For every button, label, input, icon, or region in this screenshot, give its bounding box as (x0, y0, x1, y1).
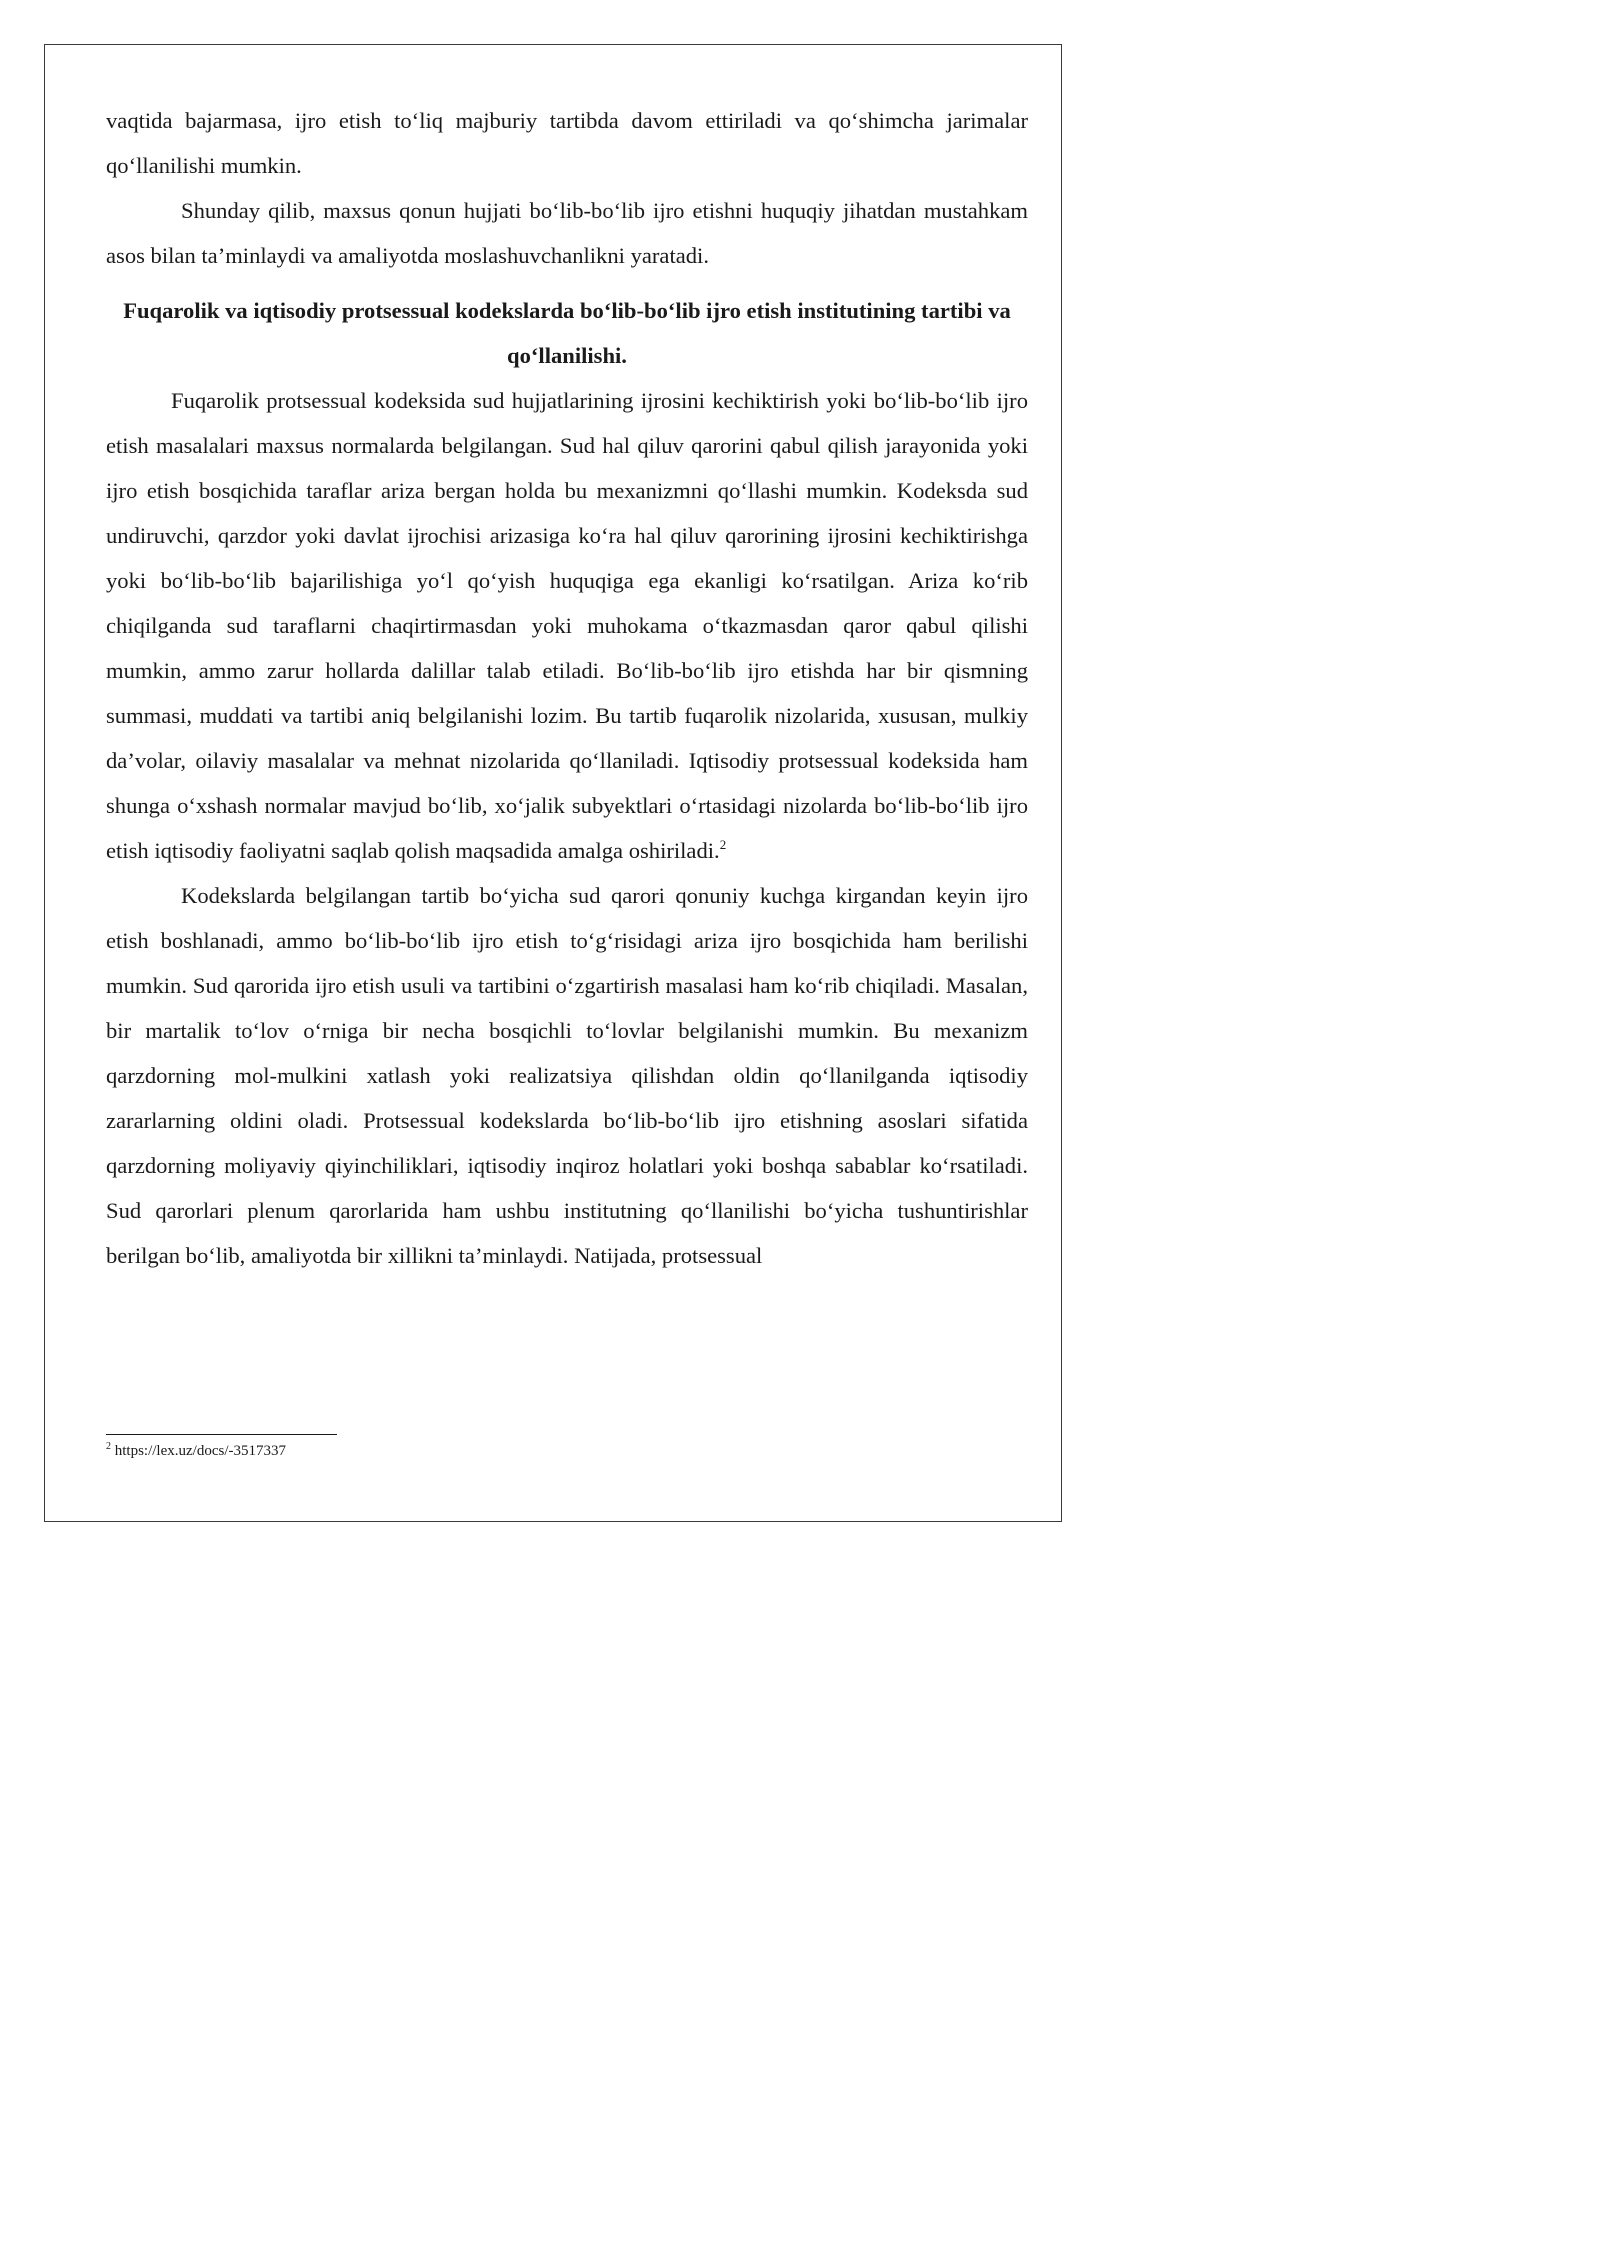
footnote-link[interactable]: https://lex.uz/docs/-3517337 (114, 1443, 286, 1459)
paragraph-conclusion: Shunday qilib, maxsus qonun hujjati bo‘lib-bo‘lib ijro etishni huquqiy jihatdan mustahkam asos bilan ta’minlaydi va amaliyotda moslashuvchanlikni yaratadi. (106, 198, 1028, 268)
footnote-number: 2 (106, 1441, 111, 1452)
footnote-reference[interactable]: 2 (719, 837, 727, 852)
footnote (106, 1440, 286, 1462)
paragraph-civil-procedure (106, 378, 1028, 873)
paragraph-codes-procedure: Kodekslarda belgilangan tartib bo‘yicha sud qarori qonuniy kuchga kirgandan keyin ijro etish boshlanadi, ammo bo‘lib-bo‘lib ijro etish to‘g‘risidagi ariza ijro bosqichida ham berilishi mumkin. Sud qarorida ijro etish usuli va tartibini o‘zgartirish masalasi ham ko‘rib chiqiladi. Masalan, bir martalik to‘lov o‘rniga bir necha bosqichli to‘lovlar belgilanishi mumkin. Bu mexanizm qarzdorning mol-mulkini xatlash yoki realizatsiya qilishdan oldin qo‘llanilganda iqtisodiy zararlarning oldini oladi. Protsessual kodekslarda bo‘lib-bo‘lib ijro etishning asoslari sifatida qarzdorning moliyaviy qiyinchiliklari, iqtisodiy inqiroz holatlari yoki boshqa sabablar ko‘rsatiladi. Sud qarorlari plenum qarorlarida ham ushbu institutning qo‘llanilishi bo‘yicha tushuntirishlar berilgan bo‘lib, amaliyotda bir xillikni ta’minlaydi. Natijada, protsessual (106, 883, 1028, 1268)
footnote-separator (106, 1434, 337, 1435)
document-body (106, 98, 1028, 1278)
paragraph-continuation: vaqtida bajarmasa, ijro etish to‘liq majburiy tartibda davom ettiriladi va qo‘shimcha jarimalar qo‘llanilishi mumkin. (106, 108, 1028, 178)
section-heading: Fuqarolik va iqtisodiy protsessual kodekslarda bo‘lib-bo‘lib ijro etish institutining tartibi va qo‘llanilishi. (123, 298, 1011, 368)
paragraph-civil-procedure-text: Fuqarolik protsessual kodeksida sud hujjatlarining ijrosini kechiktirish yoki bo‘lib-bo‘lib ijro etish masalalari maxsus normalarda belgilangan. Sud hal qiluv qarorini qabul qilish jarayonida yoki ijro etish bosqichida taraflar ariza bergan holda bu mexanizmni qo‘llashi mumkin. Kodeksda sud undiruvchi, qarzdor yoki davlat ijrochisi arizasiga ko‘ra hal qiluv qarorining ijrosini kechiktirishga yoki bo‘lib-bo‘lib bajarilishiga yo‘l qo‘yish huquqiga ega ekanligi ko‘rsatilgan. Ariza ko‘rib chiqilganda sud taraflarni chaqirtirmasdan yoki muhokama o‘tkazmasdan qaror qabul qilishi mumkin, ammo zarur hollarda dalillar talab etiladi. Bo‘lib-bo‘lib ijro etishda har bir qismning summasi, muddati va tartibi aniq belgilanishi lozim. Bu tartib fuqarolik nizolarida, xususan, mulkiy da’volar, oilaviy masalalar va mehnat nizolarida qo‘llaniladi. Iqtisodiy protsessual kodeksida ham shunga o‘xshash normalar mavjud bo‘lib, xo‘jalik subyektlari o‘rtasidagi nizolarda bo‘lib-bo‘lib ijro etish iqtisodiy faoliyatni saqlab qolish maqsadida amalga oshiriladi. (106, 388, 1028, 863)
